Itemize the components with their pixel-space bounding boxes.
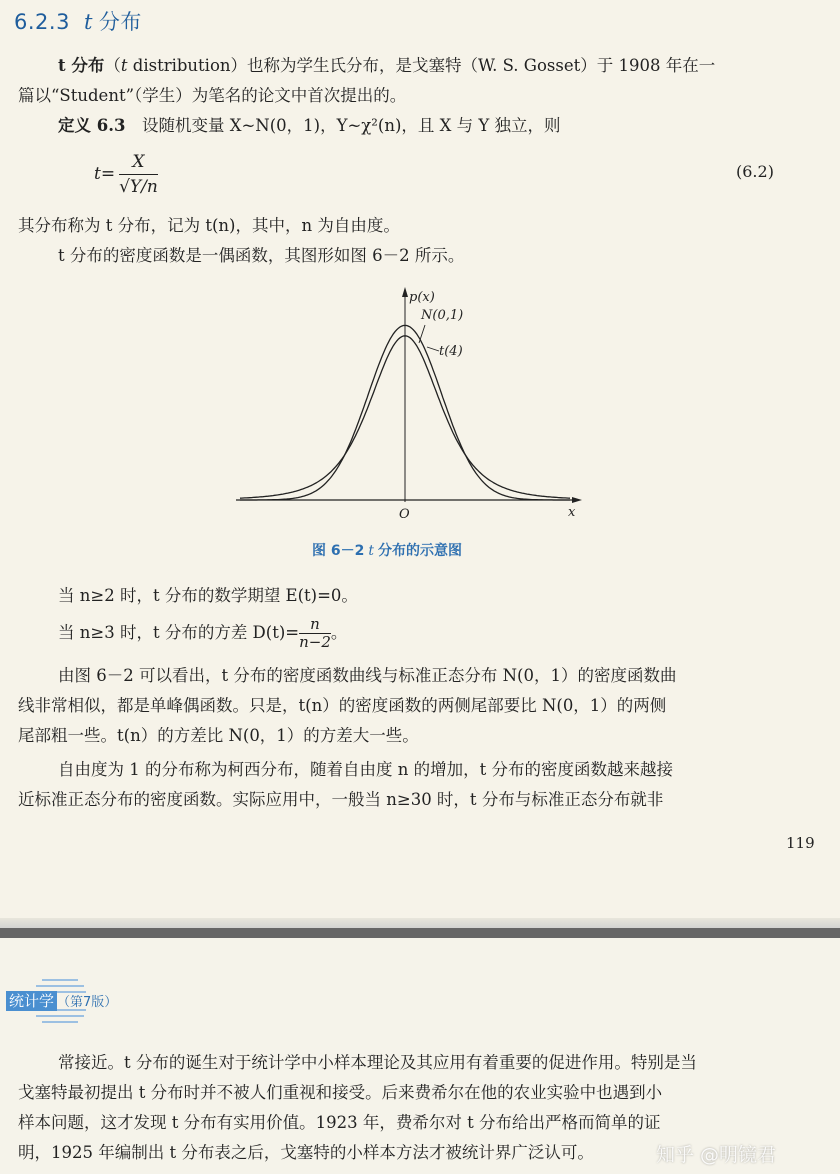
section-number: 6.2.3	[14, 10, 70, 34]
caption-text: 分布的示意图	[378, 543, 462, 559]
equation-6-2	[94, 152, 158, 197]
caption-label: 图 6－2	[312, 543, 365, 559]
cauchy-line-2: 近标准正态分布的密度函数。实际应用中，一般当 n≥30 时，t 分布与标准正态分布就非	[18, 790, 664, 809]
page-separator	[0, 928, 840, 938]
page2-line-3: 样本问题，这才发现 t 分布有实用价值。1923 年，费希尔对 t 分布给出严格而简单的证	[18, 1113, 661, 1132]
variance-line	[58, 616, 347, 651]
variance-suffix: 。	[330, 623, 348, 642]
compare-line-3: 尾部粗一些。t(n）的方差比 N(0，1）的方差大一些。	[18, 726, 419, 745]
t4-leader-line	[427, 347, 439, 351]
density-intro-line: t 分布的密度函数是一偶函数，其图形如图 6－2 所示。	[58, 246, 465, 265]
equation-denominator: √Y/n	[119, 177, 158, 197]
origin-label: O	[399, 507, 410, 522]
after-equation-line: 其分布称为 t 分布，记为 t(n)，其中，n 为自由度。	[18, 216, 400, 235]
variance-denominator: n−2	[299, 633, 331, 651]
intro-line-2: 篇以“Student”（学生）为笔名的论文中首次提出的。	[18, 86, 407, 105]
caption-var: t	[368, 543, 374, 559]
watermark: 知乎 @明镜君	[656, 1144, 777, 1166]
intro-var: t	[120, 56, 128, 75]
legend-normal-label: N(0,1)	[421, 308, 464, 323]
page2-line-1: 常接近。t 分布的诞生对于统计学中小样本理论及其应用有着重要的促进作用。特别是当	[58, 1053, 697, 1072]
legend-t4-label: t(4)	[439, 344, 463, 359]
section-title: 分布	[98, 10, 142, 34]
y-axis-arrow	[402, 287, 408, 297]
definition-label: 定义 6.3	[58, 116, 126, 135]
intro-text: distribution）也称为学生氏分布，是戈塞特（W. S. Gosset）于 1908 年在一	[127, 56, 716, 75]
y-axis-label: p(x)	[409, 290, 435, 305]
section-var: t	[83, 10, 93, 34]
variance-numerator: n	[299, 616, 331, 634]
book-edition: （第7版）	[57, 995, 118, 1010]
x-axis-label: x	[568, 505, 576, 520]
t-distribution-figure	[230, 285, 590, 525]
figure-caption	[312, 540, 462, 560]
expectation-line: 当 n≥2 时，t 分布的数学期望 E(t)=0。	[58, 586, 358, 605]
compare-line-2: 线非常相似，都是单峰偶函数。只是，t(n）的密度函数的两侧尾部要比 N(0，1）的两侧	[18, 696, 667, 715]
page2-line-2: 戈塞特最初提出 t 分布时并不被人们重视和接受。后来费希尔在他的农业实验中也遇到小	[18, 1083, 663, 1102]
equation-lhs: t=	[94, 164, 116, 184]
page2-line-4: 明，1925 年编制出 t 分布表之后，戈塞特的小样本方法才被统计界广泛认可。	[18, 1143, 594, 1162]
book-header	[6, 990, 117, 1011]
variance-prefix: 当 n≥3 时，t 分布的方差 D(t)=	[58, 623, 300, 642]
book-title: 统计学	[6, 991, 57, 1011]
equation-fraction	[119, 152, 158, 197]
normal-leader-line	[419, 325, 425, 343]
intro-term: t 分布	[58, 56, 105, 75]
chart-svg	[230, 285, 590, 525]
definition-text: 设随机变量 X~N(0，1)，Y~χ²(n)，且 X 与 Y 独立，则	[141, 116, 561, 135]
equation-number: (6.2)	[736, 162, 774, 181]
x-axis-arrow	[572, 497, 582, 503]
equation-numerator: X	[119, 152, 158, 175]
compare-line-1: 由图 6－2 可以看出，t 分布的密度函数曲线与标准正态分布 N(0，1）的密度函数曲	[58, 666, 677, 685]
intro-paren: （	[104, 56, 121, 75]
cauchy-line-1: 自由度为 1 的分布称为柯西分布，随着自由度 n 的增加，t 分布的密度函数越来越接	[58, 760, 673, 779]
page-number: 119	[786, 834, 815, 852]
variance-fraction	[299, 616, 331, 651]
definition-line	[58, 111, 561, 141]
section-heading	[14, 6, 142, 36]
intro-line-1	[58, 51, 715, 81]
